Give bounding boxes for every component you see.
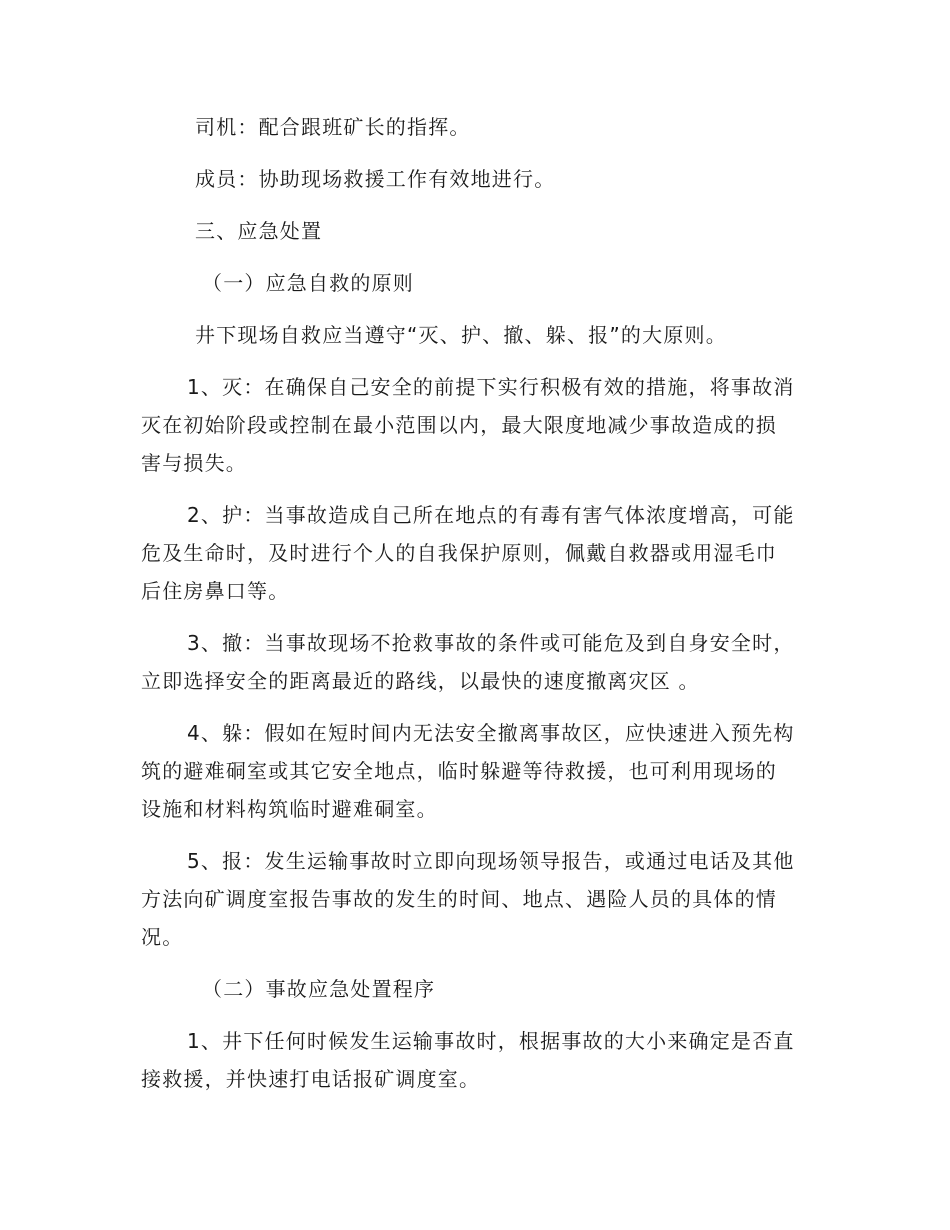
subsection-heading: （一）应急自救的原则 [202, 271, 414, 295]
paragraph-line: 2、护：当事故造成自己所在地点的有毒有害气体浓度增高，可能 [187, 503, 795, 527]
paragraph-line: 后住房鼻口等。 [141, 579, 290, 603]
paragraph-line: 1、井下任何时候发生运输事故时，根据事故的大小来确定是否直 [187, 1029, 795, 1053]
paragraph-line: 4、躲：假如在短时间内无法安全撤离事故区，应快速进入预先构 [187, 721, 795, 745]
paragraph-line: 危及生命时，及时进行个人的自我保护原则，佩戴自救器或用湿毛巾 [141, 541, 777, 565]
paragraph-line: 筑的避难硐室或其它安全地点，临时躲避等待救援，也可利用现场的 [141, 759, 777, 783]
paragraph-line: 灭在初始阶段或控制在最小范围以内，最大限度地减少事故造成的损 [141, 413, 777, 437]
paragraph-line: 立即选择安全的距离最近的路线，以最快的速度撤离灾区 。 [141, 669, 700, 693]
paragraph-line: 接救援，并快速打电话报矿调度室。 [141, 1067, 481, 1091]
paragraph-line: 方法向矿调度室报告事故的发生的时间、地点、遇险人员的具体的情 [141, 887, 777, 911]
subsection-heading: （二）事故应急处置程序 [202, 977, 436, 1001]
paragraph-line: 司机：配合跟班矿长的指挥。 [195, 115, 471, 139]
paragraph-line: 害与损失。 [141, 451, 247, 475]
paragraph-line: 设施和材料构筑临时避难硐室。 [141, 797, 438, 821]
section-heading: 三、应急处置 [195, 219, 323, 243]
paragraph-line: 1、灭：在确保自己安全的前提下实行积极有效的措施，将事故消 [187, 375, 795, 399]
paragraph-line: 况。 [141, 925, 184, 949]
paragraph-line: 3、撤：当事故现场不抢救事故的条件或可能危及到自身安全时， [187, 631, 795, 655]
paragraph-line: 成员：协助现场救援工作有效地进行。 [195, 167, 556, 191]
paragraph-line: 井下现场自救应当遵守“灭、护、撤、躲、报”的大原则。 [195, 323, 727, 347]
paragraph-line: 5、报：发生运输事故时立即向现场领导报告，或通过电话及其他 [187, 849, 795, 873]
